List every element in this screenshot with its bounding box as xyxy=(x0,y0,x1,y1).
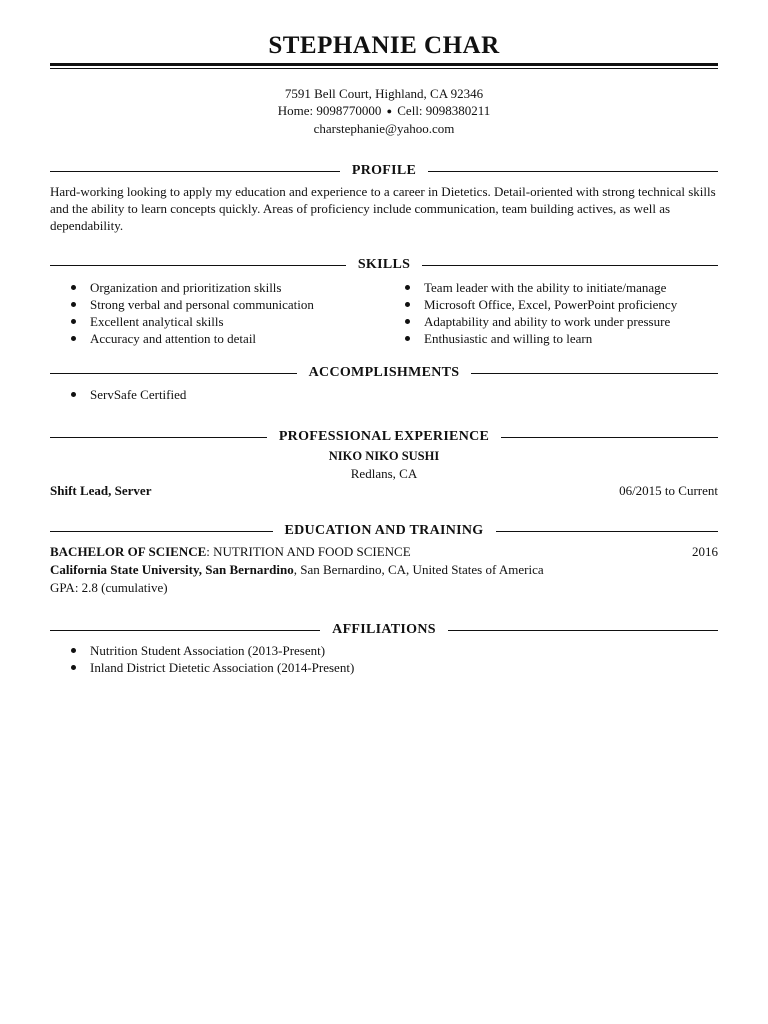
employer-location: Redlans, CA xyxy=(350,466,418,481)
job-title: Shift Lead, Server xyxy=(50,483,152,498)
profile-summary: Hard-working looking to apply my education and experience to a career in Dietetics. Detail-oriented with strong technical skills and the ability to learn concepts quickly. Areas of proficiency include communication, team building actives, as well as dependability. xyxy=(50,184,716,233)
heading-rule-left xyxy=(50,265,346,266)
cell-phone: Cell: 9098380211 xyxy=(397,103,491,118)
resume-page xyxy=(50,0,718,676)
phone-line xyxy=(50,102,718,120)
home-phone: Home: 9098770000 xyxy=(277,103,382,118)
graduation-year: 2016 xyxy=(692,544,718,559)
heading-rule-left xyxy=(50,630,320,631)
employer-block xyxy=(50,448,718,482)
affiliations-heading xyxy=(50,621,718,639)
school-name: California State University, San Bernardino xyxy=(50,562,294,577)
job-row xyxy=(50,482,718,499)
experience-heading-label: PROFESSIONAL EXPERIENCE xyxy=(278,429,490,444)
affiliations-heading-label: AFFILIATIONS xyxy=(332,622,436,637)
skill-item: Organization and prioritization skills xyxy=(50,279,384,296)
school-location: , San Bernardino, CA, United States of America xyxy=(293,562,544,577)
heading-rule-right xyxy=(428,171,718,172)
degree-row xyxy=(50,543,718,561)
affiliation-item: Inland District Dietetic Association (2014-Present) xyxy=(50,659,718,676)
heading-rule-left xyxy=(50,171,340,172)
bullet-separator-icon: ● xyxy=(386,106,393,116)
accomplishments-list xyxy=(50,386,718,403)
degree-name: BACHELOR OF SCIENCE xyxy=(50,544,207,559)
affiliations-list xyxy=(50,642,718,676)
skills-list xyxy=(50,279,718,347)
profile-heading xyxy=(50,162,718,180)
school-row xyxy=(50,561,718,579)
skill-item: Strong verbal and personal communication xyxy=(50,296,384,313)
accomplishments-heading xyxy=(50,364,718,382)
profile-heading-label: PROFILE xyxy=(351,163,417,178)
education-heading xyxy=(50,522,718,540)
skills-heading xyxy=(50,256,718,274)
gpa: GPA: 2.8 (cumulative) xyxy=(50,580,168,595)
skill-item: Excellent analytical skills xyxy=(50,313,384,330)
skill-item: Adaptability and ability to work under pressure xyxy=(384,313,718,330)
education-heading-label: EDUCATION AND TRAINING xyxy=(284,523,484,538)
degree-field: : NUTRITION AND FOOD SCIENCE xyxy=(206,544,411,559)
contact-block xyxy=(50,85,718,137)
job-dates: 06/2015 to Current xyxy=(619,483,718,498)
heading-rule-left xyxy=(50,531,273,532)
address: 7591 Bell Court, Highland, CA 92346 xyxy=(284,86,484,101)
skills-column-left xyxy=(50,279,384,347)
heading-rule-right xyxy=(496,531,719,532)
email[interactable]: charstephanie@yahoo.com xyxy=(313,121,455,136)
skill-item: Team leader with the ability to initiate/manage xyxy=(384,279,718,296)
affiliation-item: Nutrition Student Association (2013-Present) xyxy=(50,642,718,659)
skill-item: Accuracy and attention to detail xyxy=(50,330,384,347)
degree-line xyxy=(50,543,411,561)
skill-item: Enthusiastic and willing to learn xyxy=(384,330,718,347)
skill-item: Microsoft Office, Excel, PowerPoint proficiency xyxy=(384,296,718,313)
heading-rule-right xyxy=(448,630,718,631)
name-divider-thick xyxy=(50,63,718,66)
accomplishments-heading-label: ACCOMPLISHMENTS xyxy=(308,365,460,380)
experience-heading xyxy=(50,428,718,446)
accomplishment-item: ServSafe Certified xyxy=(50,386,718,403)
heading-rule-left xyxy=(50,373,297,374)
name-divider-thin xyxy=(50,68,718,69)
heading-rule-right xyxy=(422,265,718,266)
heading-rule-right xyxy=(471,373,718,374)
skills-heading-label: SKILLS xyxy=(357,257,411,272)
skills-column-right xyxy=(384,279,718,347)
candidate-name: STEPHANIE CHAR xyxy=(268,32,500,59)
heading-rule-right xyxy=(501,437,718,438)
employer-name: NIKO NIKO SUSHI xyxy=(328,449,440,463)
heading-rule-left xyxy=(50,437,267,438)
